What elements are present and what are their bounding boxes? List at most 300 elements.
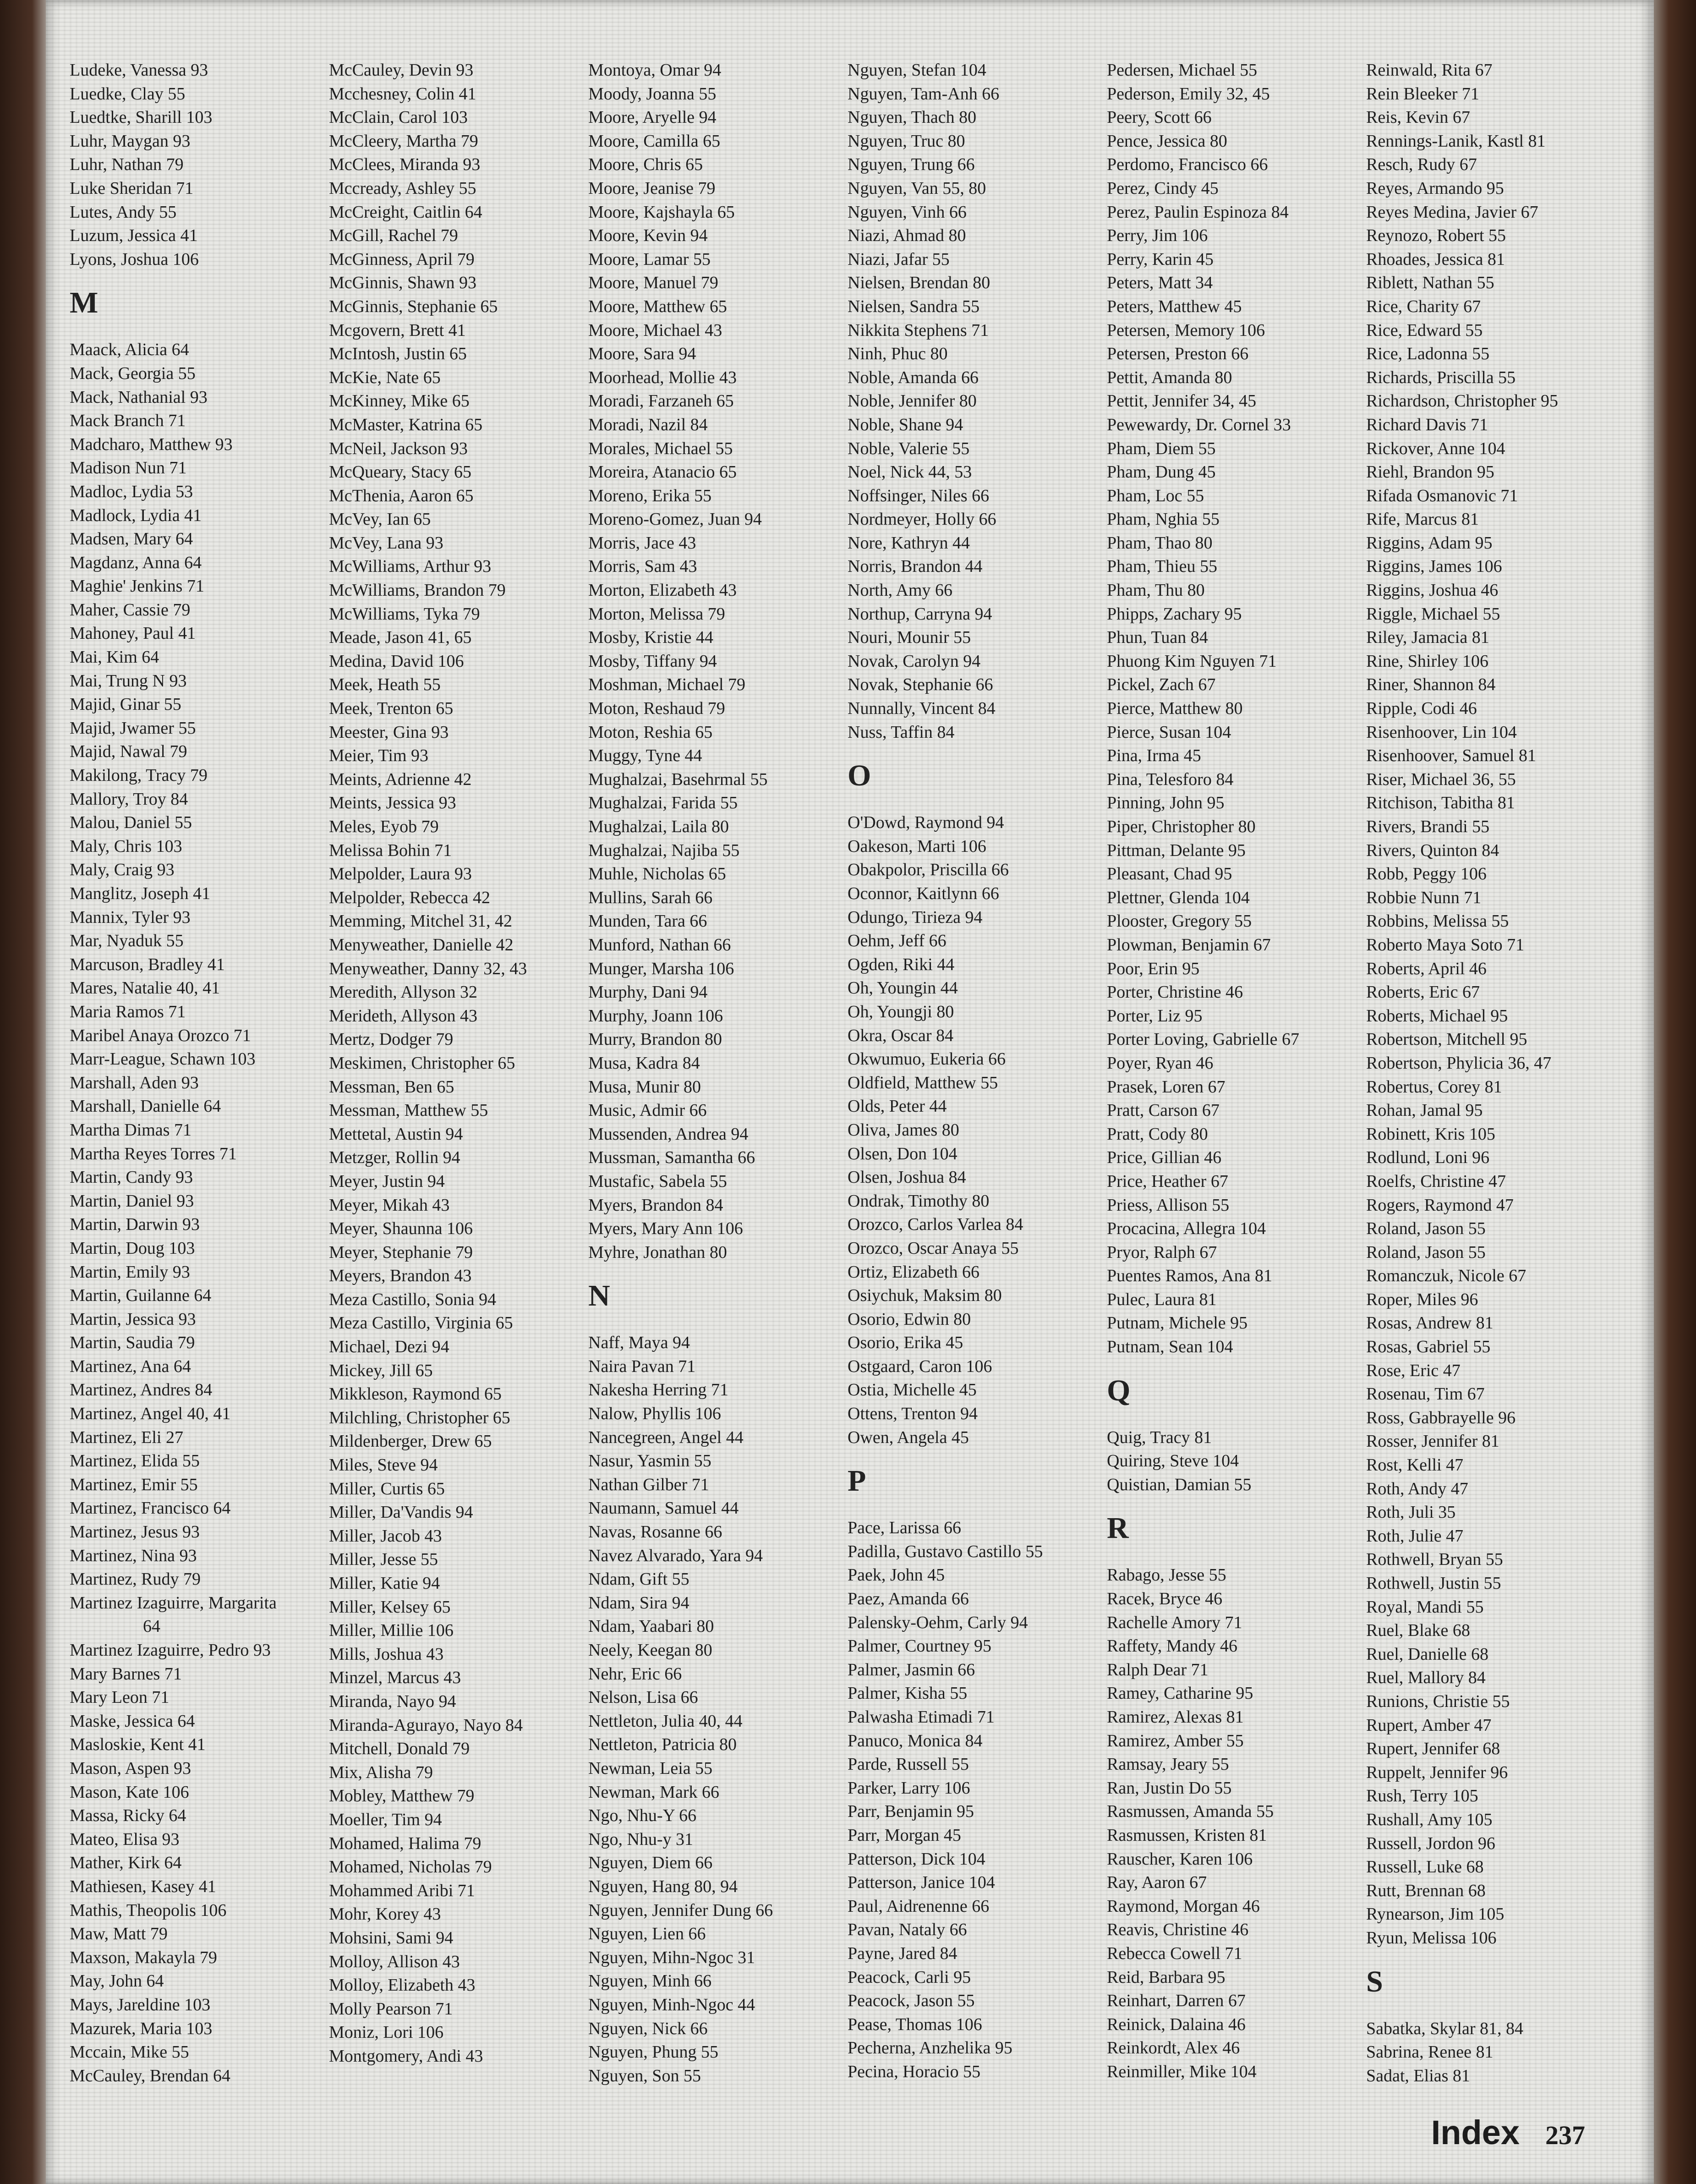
index-entry: Pratt, Cody 80	[1107, 1124, 1208, 1144]
index-entry: Mccready, Ashley 55	[329, 178, 476, 198]
index-entry: Moore, Kevin 94	[588, 226, 708, 246]
index-entry: Rosser, Jennifer 81	[1366, 1432, 1499, 1451]
index-entry: Navez Alvarado, Yara 94	[588, 1546, 763, 1565]
index-entry: Parr, Morgan 45	[848, 1825, 961, 1845]
index-entry: Noble, Valerie 55	[848, 439, 970, 458]
index-entry: McClees, Miranda 93	[329, 155, 481, 175]
index-entry: Luedke, Clay 55	[70, 84, 186, 104]
index-entry: Roberts, Eric 67	[1366, 982, 1480, 1002]
index-entry: Rose, Eric 47	[1366, 1361, 1461, 1380]
index-entry: Mai, Trung N 93	[70, 671, 187, 691]
index-entry: Roland, Jason 55	[1366, 1219, 1486, 1239]
index-entry: Mughalzai, Farida 55	[588, 793, 738, 813]
index-entry: Meyers, Brandon 43	[329, 1266, 472, 1286]
index-entry: Murphy, Joann 106	[588, 1006, 723, 1026]
index-entry: Menyweather, Danny 32, 43	[329, 959, 527, 978]
index-entry: Martinez, Francisco 64	[70, 1498, 231, 1518]
index-entry: Naumann, Samuel 44	[588, 1498, 739, 1518]
index-entry: Maher, Cassie 79	[70, 600, 191, 620]
index-entry: Nguyen, Van 55, 80	[848, 178, 986, 198]
index-entry: Perez, Paulin Espinoza 84	[1107, 202, 1289, 222]
index-entry: Miller, Jesse 55	[329, 1550, 438, 1569]
index-entry: McWilliams, Tyka 79	[329, 604, 480, 624]
index-entry: Moniz, Lori 106	[329, 2023, 444, 2042]
index-entry: Noble, Amanda 66	[848, 368, 979, 387]
index-entry: Mack Branch 71	[70, 411, 186, 431]
index-entry: Madison Nun 71	[70, 458, 187, 478]
index-entry: McGinnis, Shawn 93	[329, 273, 476, 293]
index-entry: Petersen, Preston 66	[1107, 344, 1249, 364]
index-entry: Rothwell, Bryan 55	[1366, 1550, 1503, 1569]
index-entry: Martinez, Angel 40, 41	[70, 1404, 231, 1424]
index-entry: Myers, Mary Ann 106	[588, 1219, 743, 1239]
index-entry: Pina, Irma 45	[1107, 746, 1201, 766]
index-entry: Meyer, Mikah 43	[329, 1195, 450, 1215]
index-entry: Mullins, Sarah 66	[588, 888, 713, 907]
index-entry: Osorio, Edwin 80	[848, 1309, 971, 1329]
index-entry: Roland, Jason 55	[1366, 1242, 1486, 1262]
index-entry: Martinez, Nina 93	[70, 1546, 197, 1565]
index-entry: Meek, Heath 55	[329, 675, 441, 695]
index-entry: Pewewardy, Dr. Cornel 33	[1107, 415, 1291, 434]
index-entry: Rodlund, Loni 96	[1366, 1148, 1490, 1168]
index-entry: Orozco, Oscar Anaya 55	[848, 1238, 1019, 1258]
index-entry: Nguyen, Phung 55	[588, 2042, 718, 2062]
index-entry: Pace, Larissa 66	[848, 1518, 961, 1538]
index-entry: Mohsini, Sami 94	[329, 1928, 454, 1948]
index-entry: Rothwell, Justin 55	[1366, 1574, 1501, 1593]
index-entry: Pease, Thomas 106	[848, 2014, 982, 2034]
index-column-6	[1366, 59, 1623, 2088]
index-entry: Nore, Kathryn 44	[848, 533, 970, 553]
index-entry: Poyer, Ryan 46	[1107, 1053, 1214, 1073]
index-entry: McClain, Carol 103	[329, 108, 468, 127]
index-entry: Madlock, Lydia 41	[70, 505, 202, 525]
index-entry: Novak, Carolyn 94	[848, 651, 981, 671]
index-entry: Noel, Nick 44, 53	[848, 462, 972, 482]
index-entry: McWilliams, Brandon 79	[329, 581, 506, 600]
index-entry: Meints, Jessica 93	[329, 793, 456, 813]
index-entry: Rauscher, Karen 106	[1107, 1849, 1253, 1869]
index-entry: Riblett, Nathan 55	[1366, 273, 1494, 293]
index-entry: Olsen, Don 104	[848, 1144, 957, 1163]
index-entry: McCauley, Brendan 64	[70, 2066, 231, 2085]
index-entry: Prasek, Loren 67	[1107, 1077, 1225, 1097]
index-entry: Petersen, Memory 106	[1107, 320, 1265, 340]
index-entry: Nguyen, Tam-Anh 66	[848, 84, 1000, 104]
index-entry: Moton, Reshaud 79	[588, 699, 725, 719]
index-entry: Ortiz, Elizabeth 66	[848, 1262, 980, 1282]
index-entry: Niazi, Jafar 55	[848, 249, 950, 269]
index-entry: Putnam, Sean 104	[1107, 1337, 1233, 1357]
index-column-2	[329, 59, 585, 2068]
index-entry: Mahoney, Paul 41	[70, 624, 196, 643]
index-entry: Nettleton, Julia 40, 44	[588, 1711, 743, 1731]
index-entry: Novak, Stephanie 66	[848, 675, 993, 695]
index-entry: Oldfield, Matthew 55	[848, 1073, 998, 1092]
index-entry: Mustafic, Sabela 55	[588, 1171, 727, 1191]
index-entry: Pierce, Matthew 80	[1107, 699, 1243, 719]
index-entry: Mar, Nyaduk 55	[70, 931, 184, 951]
index-entry: Madloc, Lydia 53	[70, 482, 193, 501]
index-column-4	[848, 59, 1104, 2084]
index-entry: Patterson, Janice 104	[848, 1873, 995, 1893]
index-entry: Ninh, Phuc 80	[848, 344, 948, 364]
index-entry: Sadat, Elias 81	[1366, 2066, 1470, 2085]
index-entry: Meester, Gina 93	[329, 722, 449, 742]
index-entry: Roberts, Michael 95	[1366, 1006, 1508, 1026]
index-entry: Robertson, Phylicia 36, 47	[1366, 1053, 1552, 1073]
index-entry: Payne, Jared 84	[848, 1943, 957, 1963]
index-entry: Olsen, Joshua 84	[848, 1168, 966, 1187]
index-entry: Martha Reyes Torres 71	[70, 1144, 237, 1163]
index-entry: Nguyen, Minh 66	[588, 1971, 712, 1991]
index-entry: Reinhart, Darren 67	[1107, 1991, 1246, 2011]
index-entry: Mosby, Kristie 44	[588, 628, 714, 648]
index-entry: Pierce, Susan 104	[1107, 722, 1231, 742]
index-entry: Martin, Guilanne 64	[70, 1286, 212, 1306]
index-entry: Maske, Jessica 64	[70, 1711, 195, 1731]
index-entry: Mohamed, Halima 79	[329, 1833, 481, 1853]
index-entry: Ngo, Nhu-Y 66	[588, 1806, 697, 1826]
index-entry: Pulec, Laura 81	[1107, 1290, 1217, 1309]
index-entry: Rein Bleeker 71	[1366, 84, 1479, 104]
index-entry: Perez, Cindy 45	[1107, 178, 1219, 198]
index-entry: Martinez, Elida 55	[70, 1451, 200, 1471]
index-entry: Mughalzai, Basehrmal 55	[588, 769, 768, 789]
index-entry: Maly, Chris 103	[70, 836, 182, 856]
letter-heading: Q	[1107, 1373, 1131, 1407]
index-entry: Martinez, Rudy 79	[70, 1569, 201, 1589]
index-entry: Ray, Aaron 67	[1107, 1873, 1207, 1893]
index-entry: Pinning, John 95	[1107, 793, 1225, 813]
index-entry: Myers, Brandon 84	[588, 1195, 723, 1215]
index-entry: Pavan, Nataly 66	[848, 1920, 967, 1940]
index-entry: Nguyen, Mihn-Ngoc 31	[588, 1948, 755, 1967]
index-entry: Murphy, Dani 94	[588, 982, 708, 1002]
index-entry: Nakesha Herring 71	[588, 1380, 729, 1400]
index-entry: Ndam, Yaabari 80	[588, 1617, 714, 1636]
index-entry: Pettit, Amanda 80	[1107, 368, 1232, 387]
page-footer	[1431, 2113, 1585, 2152]
index-entry: Moore, Kajshayla 65	[588, 202, 735, 222]
index-entry: Ndam, Sira 94	[588, 1593, 689, 1613]
index-entry: Pham, Thieu 55	[1107, 557, 1218, 576]
index-entry: Palmer, Jasmin 66	[848, 1660, 975, 1679]
index-entry: Nielsen, Brendan 80	[848, 273, 990, 293]
index-entry: Minzel, Marcus 43	[329, 1668, 461, 1688]
index-entry: Richard Davis 71	[1366, 415, 1488, 434]
index-entry: Moradi, Farzaneh 65	[588, 391, 734, 411]
index-entry: Moody, Joanna 55	[588, 84, 717, 104]
index-entry: Miller, Da'Vandis 94	[329, 1503, 473, 1522]
index-entry: Michael, Dezi 94	[329, 1337, 449, 1357]
index-entry: Nielsen, Sandra 55	[848, 296, 980, 316]
index-entry: Rice, Edward 55	[1366, 320, 1483, 340]
index-entry: Makilong, Tracy 79	[70, 766, 208, 785]
index-entry: Plowman, Benjamin 67	[1107, 935, 1271, 955]
index-entry: Plettner, Glenda 104	[1107, 888, 1250, 907]
index-entry: Meier, Tim 93	[329, 746, 429, 766]
index-entry: Maack, Alicia 64	[70, 340, 189, 360]
index-entry: Nguyen, Stefan 104	[848, 60, 986, 80]
index-entry: Mason, Kate 106	[70, 1782, 189, 1802]
index-entry: Rickover, Anne 104	[1366, 439, 1505, 458]
page-number: 237	[1545, 2120, 1585, 2150]
index-entry: Peters, Matt 34	[1107, 273, 1213, 293]
index-entry: Metzger, Rollin 94	[329, 1148, 460, 1168]
index-entry: Oconnor, Kaitlynn 66	[848, 884, 999, 903]
index-entry: McGinness, April 79	[329, 249, 475, 269]
index-entry: Procacina, Allegra 104	[1107, 1219, 1266, 1239]
index-entry: Price, Heather 67	[1107, 1171, 1228, 1191]
index-entry: Mobley, Matthew 79	[329, 1786, 475, 1806]
index-entry: Phun, Tuan 84	[1107, 628, 1208, 648]
letter-heading: M	[70, 286, 98, 320]
index-entry: Mack, Nathanial 93	[70, 387, 208, 407]
index-entry: Russell, Luke 68	[1366, 1857, 1484, 1877]
index-entry: Marshall, Danielle 64	[70, 1097, 221, 1116]
index-entry: Rife, Marcus 81	[1366, 510, 1479, 529]
index-entry: Melpolder, Rebecca 42	[329, 888, 490, 907]
index-entry: Pham, Thao 80	[1107, 533, 1213, 553]
index-entry: Oh, Youngin 44	[848, 978, 958, 998]
index-entry: Richardson, Christopher 95	[1366, 391, 1559, 411]
index-entry: Nguyen, Truc 80	[848, 131, 965, 151]
section-title: Index	[1431, 2113, 1520, 2151]
index-entry: Nguyen, Thach 80	[848, 108, 977, 127]
index-entry: Palmer, Courtney 95	[848, 1636, 992, 1656]
index-entry: Raymond, Morgan 46	[1107, 1896, 1260, 1916]
index-entry: Martin, Saudia 79	[70, 1333, 195, 1353]
index-entry: Maxson, Makayla 79	[70, 1948, 217, 1967]
index-entry: Risenhoover, Lin 104	[1366, 722, 1517, 742]
index-entry: Porter, Liz 95	[1107, 1006, 1203, 1026]
index-entry: Moore, Jeanise 79	[588, 178, 716, 198]
index-entry: Reynozo, Robert 55	[1366, 226, 1506, 246]
index-entry: Musa, Munir 80	[588, 1077, 701, 1097]
index-entry: Mary Barnes 71	[70, 1664, 182, 1684]
index-entry: Madcharo, Matthew 93	[70, 434, 233, 454]
index-entry: Marcuson, Bradley 41	[70, 955, 225, 974]
index-entry: Mannix, Tyler 93	[70, 907, 191, 927]
index-entry: Reyes Medina, Javier 67	[1366, 202, 1538, 222]
index-entry: Perry, Karin 45	[1107, 249, 1214, 269]
index-entry: Rice, Charity 67	[1366, 296, 1481, 316]
index-entry: Rabago, Jesse 55	[1107, 1565, 1226, 1585]
index-entry: Martin, Emily 93	[70, 1262, 190, 1282]
index-entry: Martinez, Ana 64	[70, 1356, 191, 1376]
index-entry: Luke Sheridan 71	[70, 178, 194, 198]
index-entry: Marr-League, Schawn 103	[70, 1049, 256, 1069]
index-entry: Mathiesen, Kasey 41	[70, 1877, 216, 1896]
index-entry: Merideth, Allyson 43	[329, 1006, 478, 1026]
index-entry: Russell, Jordon 96	[1366, 1833, 1495, 1853]
index-entry: Rivers, Brandi 55	[1366, 817, 1490, 836]
index-entry: Martinez, Jesus 93	[70, 1522, 200, 1542]
index-entry: North, Amy 66	[848, 581, 953, 600]
index-entry: Ripple, Codi 46	[1366, 699, 1477, 719]
index-entry: Mertz, Dodger 79	[329, 1030, 454, 1049]
index-entry: Miller, Jacob 43	[329, 1526, 442, 1546]
index-entry: Muhle, Nicholas 65	[588, 864, 726, 884]
index-entry: Riner, Shannon 84	[1366, 675, 1496, 695]
index-entry: Pickel, Zach 67	[1107, 675, 1216, 695]
index-entry: Palwasha Etimadi 71	[848, 1707, 995, 1727]
index-entry: McGill, Rachel 79	[329, 226, 458, 246]
index-entry: Mather, Kirk 64	[70, 1853, 182, 1873]
index-entry: Poor, Erin 95	[1107, 959, 1200, 978]
index-entry: Ndam, Gift 55	[588, 1569, 689, 1589]
index-entry: Miller, Millie 106	[329, 1621, 454, 1641]
letter-heading: R	[1107, 1511, 1129, 1545]
index-entry: Rosas, Andrew 81	[1366, 1313, 1494, 1333]
index-entry: Rasmussen, Amanda 55	[1107, 1802, 1274, 1822]
index-entry: Mohr, Korey 43	[329, 1904, 441, 1924]
index-entry: Pham, Thu 80	[1107, 581, 1205, 600]
index-entry: McWilliams, Arthur 93	[329, 557, 492, 576]
index-entry: Pleasant, Chad 95	[1107, 864, 1232, 884]
index-entry: Moore, Matthew 65	[588, 296, 727, 316]
index-entry: Nguyen, Trung 66	[848, 155, 975, 175]
index-entry: Oliva, James 80	[848, 1120, 959, 1140]
index-entry: Ross, Gabbrayelle 96	[1366, 1408, 1516, 1427]
index-entry: Martha Dimas 71	[70, 1120, 191, 1140]
index-entry: Pettit, Jennifer 34, 45	[1107, 391, 1257, 411]
index-entry: Ramey, Catharine 95	[1107, 1684, 1253, 1703]
index-entry: Manglitz, Joseph 41	[70, 884, 211, 903]
index-entry: Peters, Matthew 45	[1107, 296, 1242, 316]
index-entry: Peery, Scott 66	[1107, 108, 1212, 127]
index-entry: Pham, Dung 45	[1107, 462, 1216, 482]
index-entry: Parde, Russell 55	[848, 1755, 969, 1774]
index-entry: Ryun, Melissa 106	[1366, 1928, 1497, 1948]
index-entry: Pina, Telesforo 84	[1107, 769, 1234, 789]
index-entry: Martinez Izaguirre, Pedro 93	[70, 1641, 271, 1660]
index-entry: O'Dowd, Raymond 94	[848, 813, 1004, 833]
index-entry: Okwumuo, Eukeria 66	[848, 1049, 1006, 1069]
index-entry: Morris, Jace 43	[588, 533, 696, 553]
index-entry: Moreno-Gomez, Juan 94	[588, 510, 762, 529]
index-entry: Munden, Tara 66	[588, 911, 707, 931]
index-entry: Martin, Doug 103	[70, 1238, 195, 1258]
index-entry: McThenia, Aaron 65	[329, 486, 474, 505]
index-entry: Oehm, Jeff 66	[848, 931, 946, 951]
index-entry: Patterson, Dick 104	[848, 1849, 985, 1869]
index-entry: Menyweather, Danielle 42	[329, 935, 514, 955]
index-entry: Mix, Alisha 79	[329, 1762, 433, 1782]
index-entry: Putnam, Michele 95	[1107, 1313, 1248, 1333]
index-entry: Rennings-Lanik, Kastl 81	[1366, 131, 1546, 151]
index-entry: Mary Leon 71	[70, 1688, 170, 1707]
index-entry: Parker, Larry 106	[848, 1778, 970, 1798]
index-entry: Lutes, Andy 55	[70, 202, 177, 222]
index-entry: Rifada Osmanovic 71	[1366, 486, 1518, 505]
index-entry: Ondrak, Timothy 80	[848, 1191, 990, 1211]
index-entry: Meade, Jason 41, 65	[329, 628, 472, 648]
index-entry: Morton, Melissa 79	[588, 604, 725, 624]
index-entry: Madsen, Mary 64	[70, 529, 193, 549]
index-entry: Rhoades, Jessica 81	[1366, 249, 1505, 269]
index-entry: Majid, Jwamer 55	[70, 718, 196, 738]
index-entry: Mazurek, Maria 103	[70, 2019, 213, 2038]
index-entry: Moeller, Tim 94	[329, 1810, 442, 1829]
index-entry: Messman, Matthew 55	[329, 1101, 488, 1120]
index-entry: McCleery, Martha 79	[329, 131, 478, 151]
index-entry: Majid, Nawal 79	[70, 742, 187, 762]
index-entry: Porter, Christine 46	[1107, 982, 1243, 1002]
index-entry: Martin, Darwin 93	[70, 1215, 200, 1235]
index-entry: Rupert, Jennifer 68	[1366, 1739, 1500, 1759]
index-entry: Melpolder, Laura 93	[329, 864, 472, 884]
index-entry: Morales, Michael 55	[588, 439, 733, 458]
index-entry: Pecherna, Anzhelika 95	[848, 2038, 1012, 2058]
index-entry: Romanczuk, Nicole 67	[1366, 1266, 1526, 1286]
index-entry: Rost, Kelli 47	[1366, 1455, 1464, 1475]
index-entry: Rebecca Cowell 71	[1107, 1943, 1242, 1963]
index-entry: Moshman, Michael 79	[588, 675, 746, 695]
index-entry: Riggins, James 106	[1366, 557, 1502, 576]
index-entry: Naff, Maya 94	[588, 1333, 690, 1353]
index-entry: Pham, Diem 55	[1107, 439, 1216, 458]
index-entry: Mills, Joshua 43	[329, 1644, 444, 1664]
index-entry: Mosby, Tiffany 94	[588, 651, 717, 671]
index-entry: Royal, Mandi 55	[1366, 1597, 1484, 1617]
index-entry: Nelson, Lisa 66	[588, 1688, 698, 1707]
index-entry: Ostia, Michelle 45	[848, 1380, 977, 1400]
index-entry: Moradi, Nazil 84	[588, 415, 708, 434]
index-entry: Luhr, Nathan 79	[70, 155, 184, 175]
index-entry: Riggins, Adam 95	[1366, 533, 1493, 553]
index-entry: Ogden, Riki 44	[848, 955, 955, 974]
index-entry: Rasmussen, Kristen 81	[1107, 1825, 1267, 1845]
index-entry: Munger, Marsha 106	[588, 959, 734, 978]
index-entry: Neely, Keegan 80	[588, 1641, 712, 1660]
index-entry: Noffsinger, Niles 66	[848, 486, 990, 505]
index-entry: Mughalzai, Laila 80	[588, 817, 729, 836]
index-entry: Pittman, Delante 95	[1107, 840, 1246, 860]
index-entry: Phipps, Zachary 95	[1107, 604, 1242, 624]
index-entry: Moore, Sara 94	[588, 344, 696, 364]
index-entry: Mathis, Theopolis 106	[70, 1900, 227, 1920]
index-entry: Plooster, Gregory 55	[1107, 911, 1252, 931]
index-entry: Martinez, Eli 27	[70, 1427, 183, 1447]
index-entry: Miranda, Nayo 94	[329, 1691, 456, 1711]
index-entry: Nguyen, Diem 66	[588, 1853, 713, 1873]
index-entry: Mitchell, Donald 79	[329, 1739, 470, 1759]
index-entry: Perry, Jim 106	[1107, 226, 1208, 246]
index-entry: Martin, Daniel 93	[70, 1191, 194, 1211]
index-entry: Priess, Allison 55	[1107, 1195, 1230, 1215]
index-entry: Newman, Leia 55	[588, 1758, 713, 1778]
index-entry: May, John 64	[70, 1971, 164, 1991]
index-entry: Mateo, Elisa 93	[70, 1829, 180, 1849]
index-entry: Maw, Matt 79	[70, 1924, 168, 1944]
index-entry: Piper, Christopher 80	[1107, 817, 1256, 836]
letter-heading: S	[1366, 1965, 1383, 1998]
index-entry: McKie, Nate 65	[329, 368, 441, 387]
index-entry: Mares, Natalie 40, 41	[70, 978, 220, 998]
index-entry: Morris, Sam 43	[588, 557, 697, 576]
index-entry: Navas, Rosanne 66	[588, 1522, 722, 1542]
index-entry: Mason, Aspen 93	[70, 1758, 191, 1778]
index-entry: Moore, Camilla 65	[588, 131, 721, 151]
index-entry: Roth, Andy 47	[1366, 1479, 1468, 1498]
index-entry: Murry, Brandon 80	[588, 1030, 722, 1049]
index-entry: Ruel, Danielle 68	[1366, 1644, 1488, 1664]
index-entry: Ottens, Trenton 94	[848, 1404, 978, 1424]
index-entry: Roth, Juli 35	[1366, 1503, 1456, 1522]
